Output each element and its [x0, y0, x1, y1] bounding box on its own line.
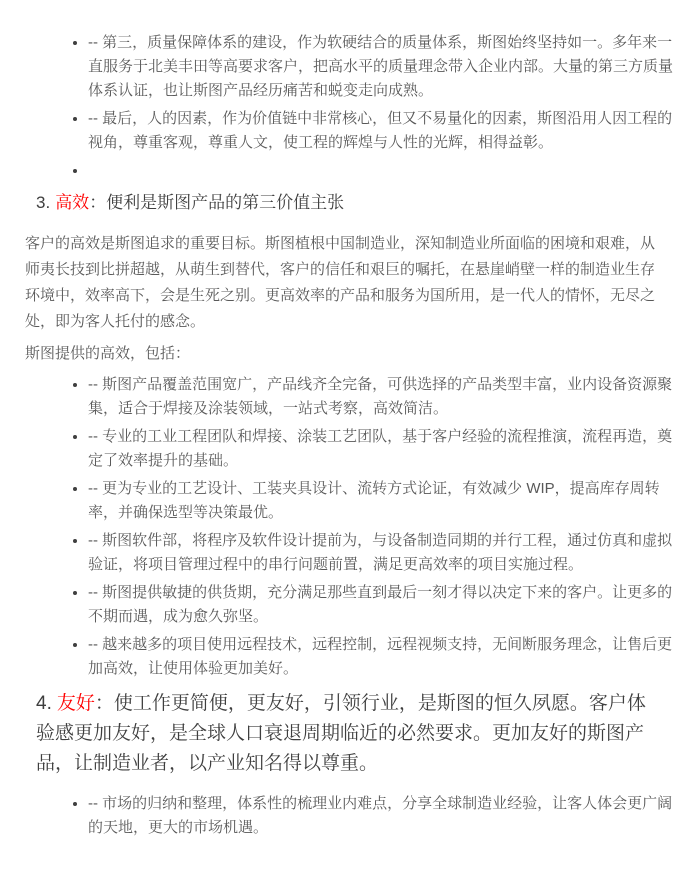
list-item: • -- 越来越多的项目使用远程技术，远程控制，远程视频支持，无间断服务理念，让售后更加高效，让使用体验更加美好。 [88, 633, 673, 681]
section-3-heading [36, 191, 673, 215]
list-item: • -- 更为专业的工艺设计、工装夹具设计、流转方式论证，有效减少 WIP，提高库存周转率，并确保选型等决策最优。 [88, 477, 673, 525]
section-3-paragraph: 客户的高效是斯图追求的重要目标。斯图植根中国制造业，深知制造业所面临的困境和艰难，从师夷长技到比拼超越，从萌生到替代，客户的信任和艰巨的嘱托，在悬崖峭壁一样的制造业生存环境中，效率高下，会是生死之别。更高效率的产品和服务为国所用，是一代人的情怀，无尽之处，即为客人托付的感念。 [25, 235, 656, 330]
friendly-points-list [25, 792, 673, 840]
list-item: • -- 专业的工业工程团队和焊接、涂装工艺团队，基于客户经验的流程推演，流程再造，奠定了效率提升的基础。 [88, 425, 673, 473]
section-4-heading [36, 689, 656, 779]
section-3-number: 3. [36, 193, 51, 212]
list-item: • -- 第三，质量保障体系的建设，作为软硬结合的质量体系，斯图始终坚持如一。多年来一直服务于北美丰田等高要求客户，把高水平的质量理念带入企业内部。大量的第三方质量体系认证，也让斯图产品经历痛苦和蜕变走向成熟。 [88, 31, 673, 103]
efficiency-points-list [25, 373, 673, 681]
section-4-keyword: 友好 [56, 693, 95, 714]
section-4-title-rest: ：使工作更简便，更友好，引领行业，是斯图的恒久夙愿。客户体验感更加友好，是全球人口衰退周期临近的必然要求。更加友好的斯图产品，让制造业者，以产业知名得以尊重。 [36, 693, 646, 774]
quality-points-list [25, 31, 673, 183]
list-item: • -- 斯图软件部，将程序及软件设计提前为，与设备制造同期的并行工程，通过仿真和虚拟验证，将项目管理过程中的串行问题前置，满足更高效率的项目实施过程。 [88, 529, 673, 577]
list-item: • -- 市场的归纳和整理，体系性的梳理业内难点，分享全球制造业经验，让客人体会更广阔的天地，更大的市场机遇。 [88, 792, 673, 840]
list-item: • -- 斯图提供敏捷的供货期，充分满足那些直到最后一刻才得以决定下来的客户。让更多的不期而遇，成为愈久弥坚。 [88, 581, 673, 629]
section-3-list-intro: 斯图提供的高效，包括： [25, 345, 191, 362]
list-item: • -- 斯图产品覆盖范围宽广，产品线齐全完备，可供选择的产品类型丰富，业内设备资源聚集，适合于焊接及涂装领域，一站式考察，高效简洁。 [88, 373, 673, 421]
list-item: • -- 最后，人的因素，作为价值链中非常核心，但又不易量化的因素，斯图沿用人因工程的视角，尊重客观，尊重人文，使工程的辉煌与人性的光辉，相得益彰。 [88, 107, 673, 155]
section-3-title-rest: ：便利是斯图产品的第三价值主张 [89, 193, 345, 212]
section-3-keyword: 高效 [55, 193, 90, 212]
section-4-number: 4. [36, 693, 52, 714]
list-item [88, 159, 673, 183]
